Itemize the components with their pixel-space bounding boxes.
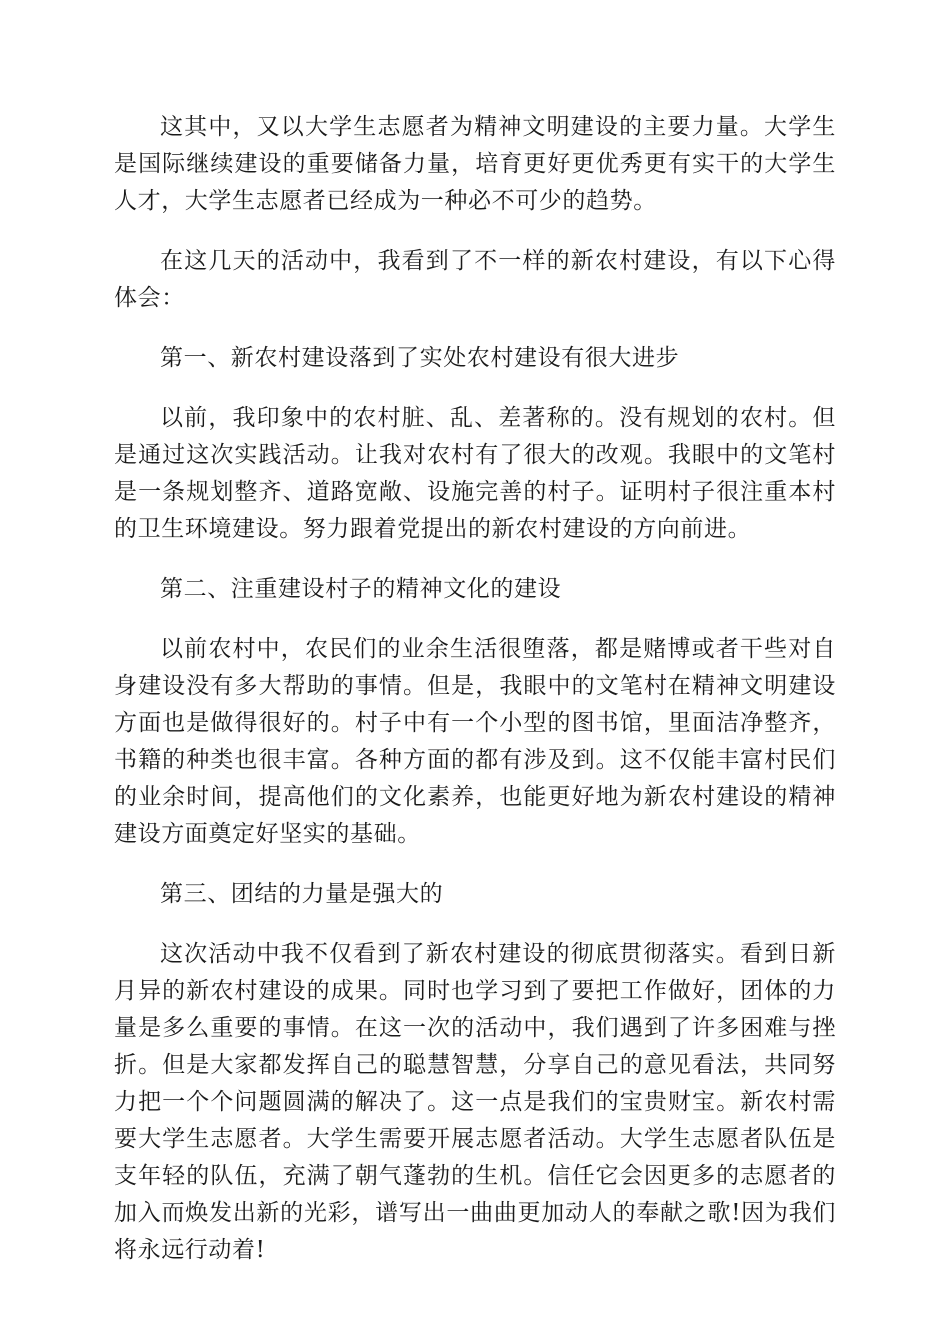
paragraph-second: 以前农村中，农民们的业余生活很堕落，都是赌博或者干些对自身建设没有多大帮助的事情。但是，我眼中的文笔村在精神文明建设方面也是做得很好的。村子中有一个小型的图书馆，里面洁净整齐，书籍的种类也很丰富。各种方面的都有涉及到。这不仅能丰富村民们的业余时间，提高他们的文化素养，也能更好地为新农村建设的精神建设方面奠定好坚实的基础。	[114, 636, 836, 847]
paragraph-intro: 这其中，又以大学生志愿者为精神文明建设的主要力量。大学生是国际继续建设的重要储备力量，培育更好更优秀更有实干的大学生人才，大学生志愿者已经成为一种必不可少的趋势。	[114, 114, 836, 214]
section-heading-second: 第二、注重建设村子的精神文化的建设	[160, 576, 562, 602]
paragraph-third: 这次活动中我不仅看到了新农村建设的彻底贯彻落实。看到日新月异的新农村建设的成果。同时也学习到了要把工作做好，团体的力量是多么重要的事情。在这一次的活动中，我们遇到了许多困难与挫折。但是大家都发挥自己的聪慧智慧，分享自己的意见看法，共同努力把一个个问题圆满的解决了。这一点是我们的宝贵财宝。新农村需要大学生志愿者。大学生需要开展志愿者活动。大学生志愿者队伍是支年轻的队伍，充满了朝气蓬勃的生机。信任它会因更多的志愿者的加入而焕发出新的光彩，谱写出一曲曲更加动人的奉献之歌!因为我们将永远行动着!	[114, 941, 836, 1263]
paragraph-experience-intro: 在这几天的活动中，我看到了不一样的新农村建设，有以下心得体会：	[114, 248, 836, 311]
section-heading-first: 第一、新农村建设落到了实处农村建设有很大进步	[160, 345, 680, 371]
document-body	[114, 109, 836, 1292]
paragraph-first: 以前，我印象中的农村脏、乱、差著称的。没有规划的农村。但是通过这次实践活动。让我对农村有了很大的改观。我眼中的文笔村是一条规划整齐、道路宽敞、设施完善的村子。证明村子很注重本村的卫生环境建设。努力跟着党提出的新农村建设的方向前进。	[114, 405, 836, 542]
section-heading-third: 第三、团结的力量是强大的	[160, 881, 444, 907]
